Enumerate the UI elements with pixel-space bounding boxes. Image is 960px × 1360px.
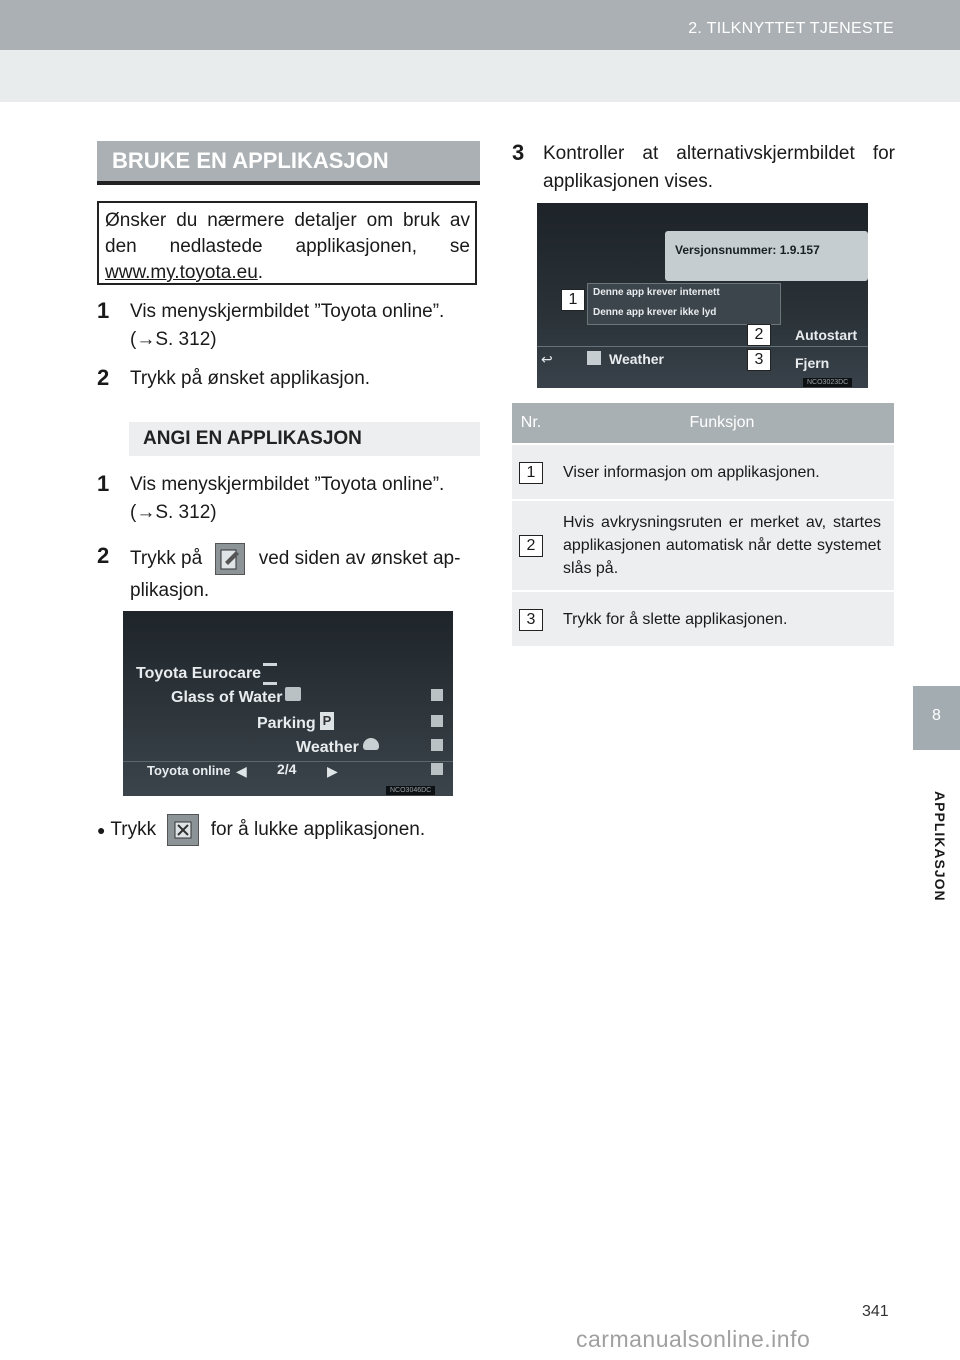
table-header-row [512, 403, 894, 443]
remove-button[interactable]: Fjern [795, 355, 830, 371]
header-band [0, 50, 960, 102]
autostart-button[interactable]: Autostart [795, 327, 858, 343]
note-suffix: . [257, 262, 264, 283]
step-text: Trykk på ønsket applikasjon. [130, 368, 371, 389]
edit-icon [215, 543, 245, 575]
toyota-link[interactable]: www.my.toyota.eu [105, 262, 258, 283]
back-icon[interactable]: ↩ [541, 351, 553, 367]
step-ref: (→S. 312) [130, 502, 217, 523]
subsection-heading-set-app [97, 422, 480, 456]
bullet-icon: ● [97, 822, 106, 839]
note-text: Ønsker du nærmere detaljer om bruk av den nedlastede applikasjonen, se [105, 210, 470, 257]
step-text: Vis menyskjermbildet ”Toyota online”. [130, 301, 445, 322]
step-number: 2 [97, 543, 110, 568]
table-row [512, 592, 894, 646]
next-page-icon[interactable]: ▶ [327, 763, 338, 779]
image-code: NCO3046DC [386, 786, 435, 795]
prev-page-icon[interactable]: ◀ [236, 763, 247, 779]
chapter-label: APPLIKASJON [932, 791, 948, 902]
table-header-nr: Nr. [512, 403, 550, 443]
glass-icon [285, 687, 301, 701]
permission-sound: Denne app krever ikke lyd [593, 307, 717, 318]
table-row [512, 501, 894, 590]
header-title: 2. TILKNYTTET TJENESTE [688, 20, 894, 37]
permission-internet: Denne app krever internett [593, 287, 720, 298]
chapter-number-tab: 8 [913, 686, 960, 750]
bullet-text-before: Trykk [110, 819, 157, 841]
page-indicator: 2/4 [277, 761, 297, 777]
step-number: 1 [97, 471, 110, 496]
row-text: Viser informasjon om applikasjonen. [550, 445, 894, 499]
row-number: 3 [519, 609, 543, 631]
close-icon [167, 814, 199, 846]
subhead-text: ANGI EN APPLIKASJON [143, 428, 362, 449]
step-text-line2: plikasjon. [130, 580, 210, 602]
step-number: 3 [512, 140, 525, 165]
callout-1: 1 [561, 289, 585, 311]
weather-icon [363, 738, 379, 750]
step-text: Vis menyskjermbildet ”Toyota online”. [130, 474, 445, 495]
close-bullet [97, 814, 480, 848]
app-item[interactable]: Toyota Eurocare [136, 665, 262, 682]
app-item[interactable]: Glass of Water [171, 689, 283, 706]
function-table [512, 401, 894, 648]
autostart-checkbox-icon[interactable] [587, 351, 601, 365]
screenshot-app-options [537, 203, 868, 388]
header-bar [0, 0, 960, 50]
step-text-before: Trykk på [130, 548, 203, 570]
note-box [97, 201, 477, 285]
step-number: 2 [97, 365, 110, 390]
version-text: Versjonsnummer: 1.9.157 [675, 243, 820, 257]
callout-2: 2 [747, 324, 771, 346]
bullet-text-after: for å lukke applikasjonen. [210, 819, 426, 841]
step-text-after: ved siden av ønsket ap- [258, 548, 461, 570]
section-heading-text: BRUKE EN APPLIKASJON [112, 148, 389, 173]
page-number: 341 [862, 1303, 889, 1320]
table-header-function: Funksjon [550, 403, 894, 443]
screen-footer-title: Toyota online [147, 763, 231, 778]
row-text: Hvis avkrysningsruten er merket av, startes applikasjonen automatisk når dette systemet slås på. [550, 501, 894, 590]
step-text: Kontroller at alternativskjermbildet for applikasjonen vises. [543, 143, 895, 192]
section-heading-use-app [97, 141, 480, 185]
edit-icon[interactable] [431, 715, 443, 727]
edit-icon[interactable] [431, 689, 443, 701]
row-number: 1 [519, 462, 543, 484]
image-code: NCO3023DC [803, 378, 852, 387]
app-name: Weather [609, 351, 664, 367]
step-ref: (→S. 312) [130, 329, 217, 350]
row-text: Trykk for å slette applikasjonen. [550, 592, 894, 646]
subhead-marker [97, 422, 129, 456]
menu-icon [263, 663, 277, 685]
step-number: 1 [97, 298, 110, 323]
table-row [512, 445, 894, 499]
watermark: carmanualsonline.info [576, 1326, 811, 1352]
edit-icon[interactable] [431, 763, 443, 775]
step-2-set [97, 540, 480, 604]
callout-3: 3 [747, 349, 771, 371]
app-item[interactable]: Weather [296, 739, 359, 756]
screenshot-app-list [123, 611, 453, 796]
app-item[interactable]: Parking [257, 715, 316, 732]
edit-icon[interactable] [431, 739, 443, 751]
parking-icon: P [320, 712, 334, 730]
row-number: 2 [519, 535, 543, 557]
